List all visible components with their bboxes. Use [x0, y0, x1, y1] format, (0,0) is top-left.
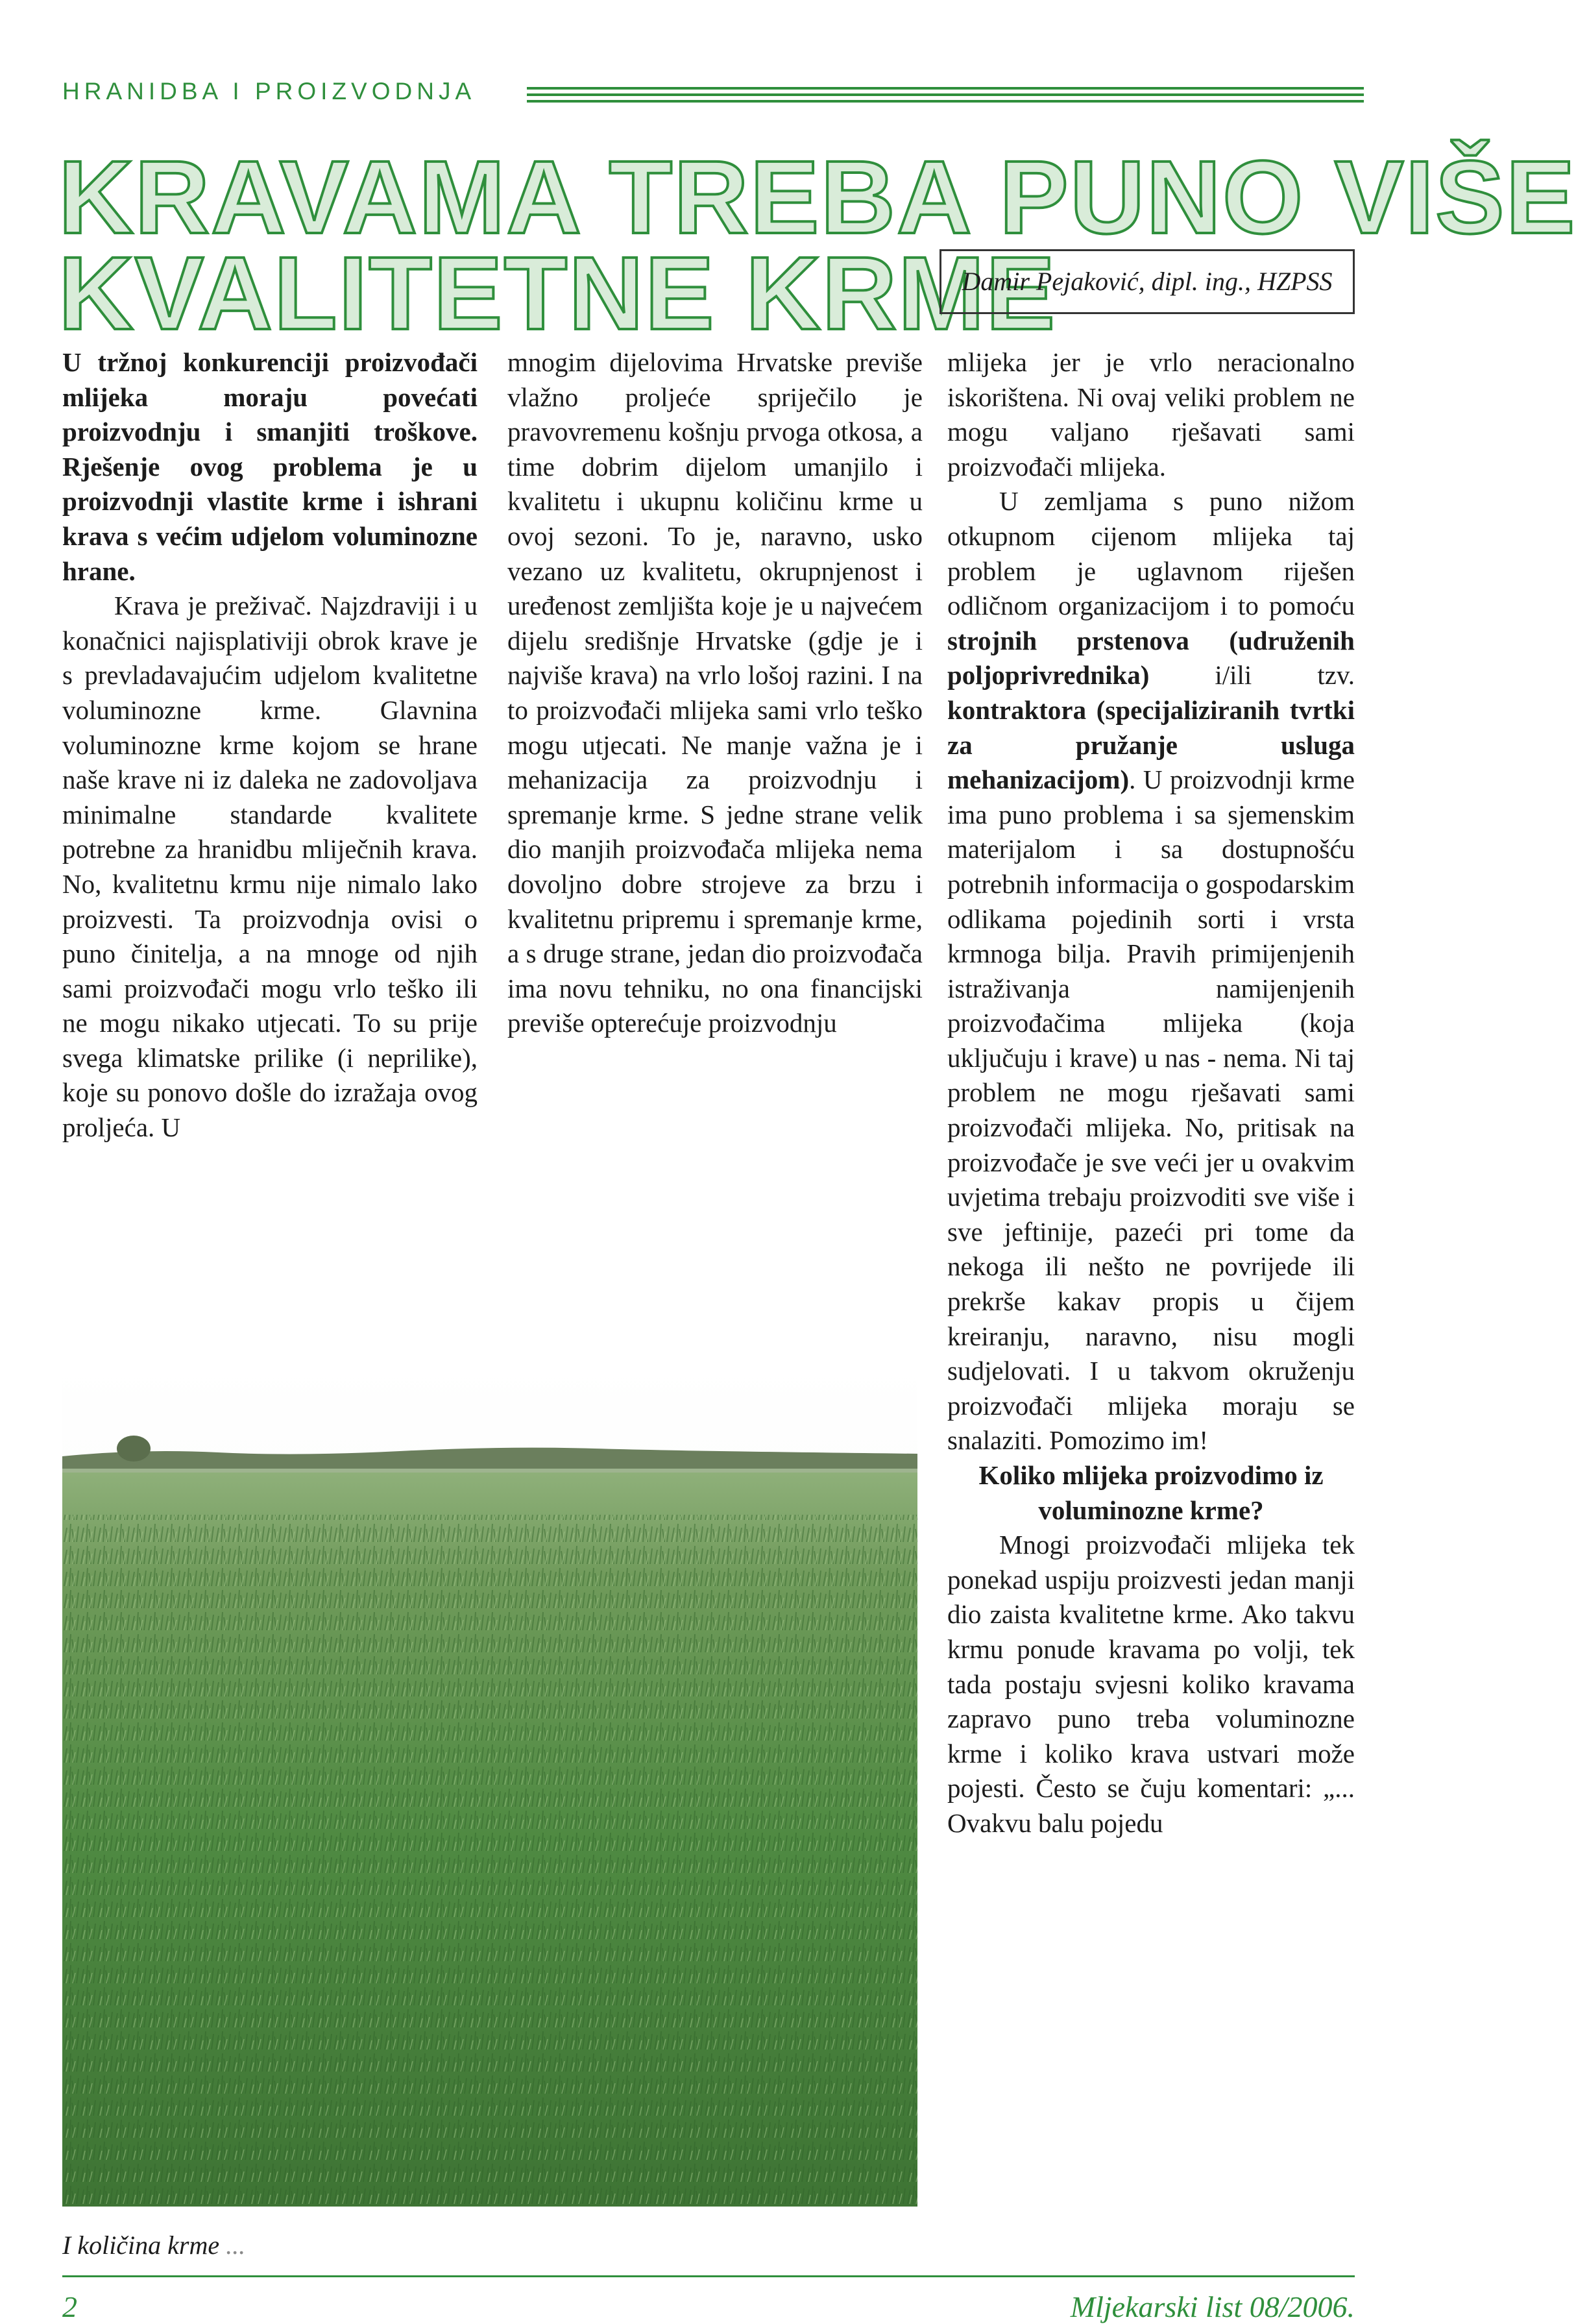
- headline-line-1: KRAVAMA TREBA PUNO VIŠE: [58, 139, 1576, 255]
- caption-dots: ...: [226, 2231, 246, 2260]
- body-text: . U proizvodnji krme ima puno problema i sa sjemenskim materijalom i sa dostupnošću potrebnih informacija o gospodarskim odlikama pojedinih sorti i vrsta krmnoga bilja. Pravih primijenjenih istraživanja namijenjenih proizvođačima mlijeka (koja uključuju i krave) u nas - nema. Ni taj problem ne mogu rješavati sami proizvođači mlijeka. No, pritisak na proizvođače je sve veći jer u ovakvim uvjetima trebaju proizvoditi sve više i sve jeftinije, pazeći pri tome da nekoga ili nešto ne povrijede ili prekrše kakav propis u čijem kreiranju, naravno, nisu mogli sudjelovati. I u takvom okruženju proizvođači mlijeka moraju se snalaziti. Pomozimo im!: [947, 764, 1355, 1456]
- footer-rule: [62, 2275, 1355, 2277]
- section-label: HRANIDBA I PROIZVODNJA: [62, 78, 476, 104]
- field-photo-image: [62, 1365, 917, 2207]
- field-photo: [62, 1365, 917, 2207]
- lead-paragraph: U tržnoj konkurenciji proizvođači mlijeka moraju povećati proizvodnju i smanjiti troškove. Rješenje ovog problema je u proizvodnji vlastite krme i ishrani krava s većim udjelom voluminozne hrane.: [62, 347, 478, 586]
- page-number: 2: [62, 2290, 77, 2323]
- column-3: [947, 345, 1355, 1841]
- body-text: i/ili tzv.: [1149, 660, 1355, 691]
- journal-issue: Mljekarski list 08/2006.: [1070, 2290, 1355, 2323]
- body-text: U zemljama s puno nižom otkupnom cijenom mlijeka taj problem je uglavnom riješen odličnom organizacijom i to pomoću: [947, 486, 1355, 621]
- bold-term: kontraktora (specijaliziranih tvrtki za pružanje usluga mehanizacijom): [947, 694, 1355, 795]
- column-2: [507, 345, 923, 1041]
- headline-line-2: KVALITETNE KRME: [58, 235, 1057, 351]
- bold-term: strojnih prstenova (udruženih poljoprivrednika): [947, 625, 1355, 691]
- body-paragraph: Krava je preživač. Najzdraviji i u konačnici najisplativiji obrok krave je s prevladavajućim udjelom kvalitetne voluminozne krme. Glavnina voluminozne krme kojom se hrane naše krave ni iz daleka ne zadovoljava minimalne standarde kvalitete potrebne za hranidbu mliječnih krava. No, kvalitetnu krmu nije nimalo lako proizvesti. Ta proizvodnja ovisi o puno činitelja, a na mnoge od njih sami proizvođači mogu vrlo teško ili ne mogu nikako utjecati. To su prije svega klimatske prilike (i neprilike), koje su ponovo došle do izražaja ovog proljeća. U: [62, 591, 478, 1143]
- author-box: Damir Pejaković, dipl. ing., HZPSS: [940, 249, 1355, 314]
- caption-text: I količina krme: [62, 2231, 220, 2260]
- body-paragraph: [947, 484, 1355, 1458]
- column-1: [62, 345, 478, 1145]
- section-rule: [527, 87, 1364, 110]
- photo-caption: [62, 2230, 245, 2260]
- body-paragraph: Mnogi proizvođači mlijeka tek ponekad uspiju proizvesti jedan manji dio zaista kvalitetne krme. Ako takvu krmu ponude kravama po volji, tek tada postaju svjesni koliko kravama zapravo puno treba voluminozne krme i koliko krava ustvari može pojesti. Često se čuju komentari: „... Ovakvu balu pojedu: [947, 1530, 1355, 1838]
- body-paragraph: mnogim dijelovima Hrvatske previše vlažno proljeće spriječilo je pravovremenu košnju prvoga otkosa, a time dobrim dijelom umanjilo i kvalitetu i ukupnu količinu krme u ovoj sezoni. To je, naravno, usko vezano uz kvalitetu, okrupnjenost i uređenost zemljišta koje je u najvećem dijelu središnje Hrvatske (gdje je i najviše krava) na vrlo lošoj razini. I na to proizvođači mlijeka sami vrlo teško mogu utjecati. Ne manje važna je i mehanizacija za proizvodnju i spremanje krme. S jedne strane velik dio manjih proizvođača mlijeka nema dovoljno dobre strojeve za brzu i kvalitetnu pripremu i spremanje krme, a s druge strane, jedan dio proizvođača ima novu tehniku, no ona financijski previše opterećuje proizvodnju: [507, 347, 923, 1038]
- subheading: Koliko mlijeka proizvodimo iz voluminozne krme?: [978, 1460, 1324, 1525]
- body-paragraph: mlijeka jer je vrlo neracionalno iskorištena. Ni ovaj veliki problem ne mogu valjano rješavati sami proizvođači mlijeka.: [947, 347, 1355, 482]
